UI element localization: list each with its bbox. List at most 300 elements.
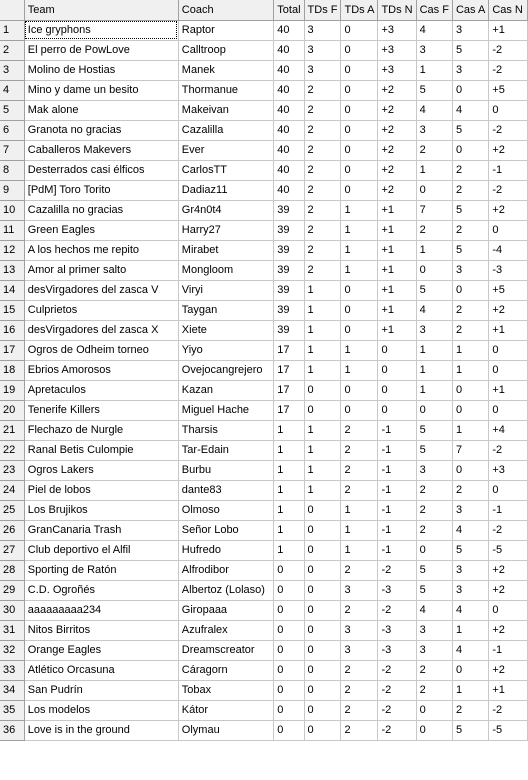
cell-row-number[interactable]: 6 bbox=[0, 120, 24, 140]
cell-tds-net[interactable]: -1 bbox=[378, 440, 416, 460]
cell-tds-against[interactable]: 1 bbox=[341, 500, 378, 520]
cell-cas-against[interactable]: 2 bbox=[452, 320, 488, 340]
cell-team[interactable]: Amor al primer salto bbox=[24, 260, 178, 280]
cell-tds-net[interactable]: +3 bbox=[378, 40, 416, 60]
cell-row-number[interactable]: 36 bbox=[0, 720, 24, 740]
cell-tds-for[interactable]: 2 bbox=[304, 220, 341, 240]
cell-total[interactable]: 40 bbox=[274, 120, 304, 140]
cell-coach[interactable]: Albertoz (Lolaso) bbox=[178, 580, 273, 600]
cell-cas-for[interactable]: 5 bbox=[416, 80, 452, 100]
cell-tds-for[interactable]: 0 bbox=[304, 620, 341, 640]
cell-tds-for[interactable]: 2 bbox=[304, 100, 341, 120]
cell-team[interactable]: Ice gryphons bbox=[24, 20, 178, 40]
cell-coach[interactable]: Cazalilla bbox=[178, 120, 273, 140]
cell-tds-for[interactable]: 0 bbox=[304, 660, 341, 680]
cell-total[interactable]: 40 bbox=[274, 60, 304, 80]
table-row[interactable] bbox=[0, 220, 528, 240]
cell-tds-for[interactable]: 2 bbox=[304, 140, 341, 160]
column-header-total[interactable]: Total bbox=[274, 0, 304, 20]
cell-cas-net[interactable]: 0 bbox=[489, 360, 528, 380]
cell-row-number[interactable]: 20 bbox=[0, 400, 24, 420]
cell-cas-net[interactable]: +2 bbox=[489, 620, 528, 640]
cell-team[interactable]: C.D. Ogroñés bbox=[24, 580, 178, 600]
cell-coach[interactable]: Makeivan bbox=[178, 100, 273, 120]
cell-tds-against[interactable]: 0 bbox=[341, 160, 378, 180]
cell-total[interactable]: 17 bbox=[274, 360, 304, 380]
cell-coach[interactable]: Alfrodibor bbox=[178, 560, 273, 580]
cell-tds-net[interactable]: +1 bbox=[378, 260, 416, 280]
cell-total[interactable]: 1 bbox=[274, 480, 304, 500]
cell-coach[interactable]: Olmoso bbox=[178, 500, 273, 520]
cell-cas-net[interactable]: +5 bbox=[489, 280, 528, 300]
cell-cas-net[interactable]: -2 bbox=[489, 120, 528, 140]
cell-coach[interactable]: Manek bbox=[178, 60, 273, 80]
cell-row-number[interactable]: 5 bbox=[0, 100, 24, 120]
cell-tds-against[interactable]: 3 bbox=[341, 620, 378, 640]
cell-coach[interactable]: Viryi bbox=[178, 280, 273, 300]
column-header-team[interactable]: Team bbox=[24, 0, 178, 20]
cell-team[interactable]: Ebrios Amorosos bbox=[24, 360, 178, 380]
cell-tds-net[interactable]: +1 bbox=[378, 300, 416, 320]
cell-tds-for[interactable]: 3 bbox=[304, 60, 341, 80]
cell-tds-against[interactable]: 0 bbox=[341, 300, 378, 320]
table-row[interactable] bbox=[0, 100, 528, 120]
cell-coach[interactable]: Dreamscreator bbox=[178, 640, 273, 660]
cell-tds-net[interactable]: -2 bbox=[378, 560, 416, 580]
cell-team[interactable]: Nitos Birritos bbox=[24, 620, 178, 640]
cell-total[interactable]: 17 bbox=[274, 340, 304, 360]
cell-cas-against[interactable]: 3 bbox=[452, 580, 488, 600]
cell-cas-for[interactable]: 3 bbox=[416, 640, 452, 660]
cell-tds-for[interactable]: 1 bbox=[304, 480, 341, 500]
cell-row-number[interactable]: 1 bbox=[0, 20, 24, 40]
cell-cas-net[interactable]: +1 bbox=[489, 380, 528, 400]
cell-cas-for[interactable]: 0 bbox=[416, 540, 452, 560]
table-row[interactable] bbox=[0, 360, 528, 380]
cell-coach[interactable]: Kazan bbox=[178, 380, 273, 400]
cell-tds-for[interactable]: 0 bbox=[304, 640, 341, 660]
cell-total[interactable]: 39 bbox=[274, 260, 304, 280]
table-row[interactable] bbox=[0, 460, 528, 480]
cell-tds-for[interactable]: 2 bbox=[304, 160, 341, 180]
cell-total[interactable]: 40 bbox=[274, 40, 304, 60]
cell-tds-against[interactable]: 2 bbox=[341, 460, 378, 480]
cell-cas-against[interactable]: 0 bbox=[452, 660, 488, 680]
cell-team[interactable]: Sporting de Ratón bbox=[24, 560, 178, 580]
cell-coach[interactable]: Mongloom bbox=[178, 260, 273, 280]
cell-cas-against[interactable]: 0 bbox=[452, 400, 488, 420]
cell-row-number[interactable]: 28 bbox=[0, 560, 24, 580]
cell-cas-net[interactable]: +2 bbox=[489, 560, 528, 580]
cell-total[interactable]: 1 bbox=[274, 540, 304, 560]
cell-cas-for[interactable]: 2 bbox=[416, 500, 452, 520]
table-row[interactable] bbox=[0, 240, 528, 260]
cell-team[interactable]: Love is in the ground bbox=[24, 720, 178, 740]
cell-coach[interactable]: Yiyo bbox=[178, 340, 273, 360]
cell-tds-against[interactable]: 0 bbox=[341, 60, 378, 80]
cell-tds-net[interactable]: -3 bbox=[378, 620, 416, 640]
column-header-tds-against[interactable]: TDs A bbox=[341, 0, 378, 20]
cell-tds-for[interactable]: 0 bbox=[304, 700, 341, 720]
cell-cas-for[interactable]: 4 bbox=[416, 600, 452, 620]
cell-team[interactable]: Club deportivo el Alfil bbox=[24, 540, 178, 560]
cell-team[interactable]: San Pudrín bbox=[24, 680, 178, 700]
cell-team[interactable]: GranCanaria Trash bbox=[24, 520, 178, 540]
cell-coach[interactable]: Olymau bbox=[178, 720, 273, 740]
cell-coach[interactable]: CarlosTT bbox=[178, 160, 273, 180]
cell-coach[interactable]: Gr4n0t4 bbox=[178, 200, 273, 220]
cell-total[interactable]: 17 bbox=[274, 400, 304, 420]
cell-coach[interactable]: Dadiaz11 bbox=[178, 180, 273, 200]
cell-tds-for[interactable]: 2 bbox=[304, 80, 341, 100]
cell-coach[interactable]: Burbu bbox=[178, 460, 273, 480]
cell-coach[interactable]: Miguel Hache bbox=[178, 400, 273, 420]
cell-tds-against[interactable]: 2 bbox=[341, 660, 378, 680]
cell-total[interactable]: 0 bbox=[274, 720, 304, 740]
cell-row-number[interactable]: 13 bbox=[0, 260, 24, 280]
cell-total[interactable]: 0 bbox=[274, 560, 304, 580]
table-row[interactable] bbox=[0, 300, 528, 320]
cell-tds-against[interactable]: 2 bbox=[341, 420, 378, 440]
cell-cas-net[interactable]: +2 bbox=[489, 660, 528, 680]
cell-tds-net[interactable]: -2 bbox=[378, 680, 416, 700]
cell-cas-against[interactable]: 0 bbox=[452, 380, 488, 400]
cell-row-number[interactable]: 19 bbox=[0, 380, 24, 400]
cell-tds-for[interactable]: 0 bbox=[304, 720, 341, 740]
cell-cas-against[interactable]: 3 bbox=[452, 260, 488, 280]
cell-tds-net[interactable]: -1 bbox=[378, 460, 416, 480]
cell-cas-net[interactable]: +5 bbox=[489, 80, 528, 100]
cell-total[interactable]: 39 bbox=[274, 320, 304, 340]
cell-total[interactable]: 39 bbox=[274, 220, 304, 240]
cell-coach[interactable]: Harry27 bbox=[178, 220, 273, 240]
cell-cas-net[interactable]: +2 bbox=[489, 300, 528, 320]
cell-cas-against[interactable]: 1 bbox=[452, 620, 488, 640]
column-header-cas-net[interactable]: Cas N bbox=[489, 0, 528, 20]
cell-cas-against[interactable]: 1 bbox=[452, 360, 488, 380]
cell-cas-net[interactable]: 0 bbox=[489, 220, 528, 240]
cell-tds-for[interactable]: 0 bbox=[304, 400, 341, 420]
cell-total[interactable]: 0 bbox=[274, 580, 304, 600]
cell-tds-net[interactable]: +2 bbox=[378, 120, 416, 140]
cell-cas-against[interactable]: 3 bbox=[452, 560, 488, 580]
cell-tds-for[interactable]: 2 bbox=[304, 200, 341, 220]
table-row[interactable] bbox=[0, 700, 528, 720]
cell-tds-for[interactable]: 0 bbox=[304, 540, 341, 560]
cell-cas-against[interactable]: 2 bbox=[452, 220, 488, 240]
cell-row-number[interactable]: 29 bbox=[0, 580, 24, 600]
cell-cas-for[interactable]: 4 bbox=[416, 20, 452, 40]
cell-cas-against[interactable]: 1 bbox=[452, 420, 488, 440]
cell-tds-net[interactable]: +1 bbox=[378, 240, 416, 260]
cell-cas-for[interactable]: 2 bbox=[416, 680, 452, 700]
cell-row-number[interactable]: 31 bbox=[0, 620, 24, 640]
cell-tds-for[interactable]: 1 bbox=[304, 420, 341, 440]
cell-cas-against[interactable]: 0 bbox=[452, 80, 488, 100]
cell-team[interactable]: [PdM] Toro Torito bbox=[24, 180, 178, 200]
cell-tds-net[interactable]: +2 bbox=[378, 180, 416, 200]
cell-team[interactable]: Flechazo de Nurgle bbox=[24, 420, 178, 440]
cell-tds-for[interactable]: 0 bbox=[304, 680, 341, 700]
cell-cas-for[interactable]: 5 bbox=[416, 280, 452, 300]
cell-team[interactable]: Ogros Lakers bbox=[24, 460, 178, 480]
table-row[interactable] bbox=[0, 720, 528, 740]
cell-tds-for[interactable]: 1 bbox=[304, 440, 341, 460]
cell-tds-for[interactable]: 1 bbox=[304, 320, 341, 340]
cell-cas-against[interactable]: 5 bbox=[452, 40, 488, 60]
cell-cas-net[interactable]: -2 bbox=[489, 700, 528, 720]
cell-tds-net[interactable]: -2 bbox=[378, 600, 416, 620]
cell-coach[interactable]: Azufralex bbox=[178, 620, 273, 640]
cell-tds-net[interactable]: +3 bbox=[378, 60, 416, 80]
cell-row-number[interactable]: 9 bbox=[0, 180, 24, 200]
cell-cas-for[interactable]: 1 bbox=[416, 380, 452, 400]
cell-cas-against[interactable]: 2 bbox=[452, 300, 488, 320]
cell-team[interactable]: Desterrados casi élficos bbox=[24, 160, 178, 180]
cell-tds-against[interactable]: 3 bbox=[341, 640, 378, 660]
cell-row-number[interactable]: 32 bbox=[0, 640, 24, 660]
cell-row-number[interactable]: 27 bbox=[0, 540, 24, 560]
cell-total[interactable]: 40 bbox=[274, 180, 304, 200]
cell-cas-net[interactable]: -4 bbox=[489, 240, 528, 260]
cell-tds-for[interactable]: 1 bbox=[304, 340, 341, 360]
cell-cas-net[interactable]: -5 bbox=[489, 540, 528, 560]
cell-team[interactable]: Apretaculos bbox=[24, 380, 178, 400]
cell-team[interactable]: Los Brujikos bbox=[24, 500, 178, 520]
cell-tds-against[interactable]: 1 bbox=[341, 240, 378, 260]
cell-row-number[interactable]: 3 bbox=[0, 60, 24, 80]
cell-team[interactable]: Ogros de Odheim torneo bbox=[24, 340, 178, 360]
cell-coach[interactable]: Tharsis bbox=[178, 420, 273, 440]
cell-cas-for[interactable]: 7 bbox=[416, 200, 452, 220]
cell-cas-for[interactable]: 3 bbox=[416, 120, 452, 140]
cell-cas-net[interactable]: -1 bbox=[489, 160, 528, 180]
cell-tds-for[interactable]: 2 bbox=[304, 120, 341, 140]
cell-coach[interactable]: Calltroop bbox=[178, 40, 273, 60]
cell-row-number[interactable]: 10 bbox=[0, 200, 24, 220]
table-row[interactable] bbox=[0, 180, 528, 200]
cell-cas-for[interactable]: 1 bbox=[416, 240, 452, 260]
cell-tds-for[interactable]: 1 bbox=[304, 360, 341, 380]
cell-row-number[interactable]: 23 bbox=[0, 460, 24, 480]
cell-tds-against[interactable]: 2 bbox=[341, 480, 378, 500]
cell-tds-for[interactable]: 0 bbox=[304, 380, 341, 400]
cell-tds-against[interactable]: 0 bbox=[341, 180, 378, 200]
cell-cas-net[interactable]: +2 bbox=[489, 140, 528, 160]
cell-tds-for[interactable]: 0 bbox=[304, 580, 341, 600]
cell-cas-against[interactable]: 2 bbox=[452, 480, 488, 500]
cell-tds-against[interactable]: 0 bbox=[341, 40, 378, 60]
table-row[interactable] bbox=[0, 20, 528, 40]
cell-cas-against[interactable]: 0 bbox=[452, 460, 488, 480]
column-header-row-number[interactable] bbox=[0, 0, 24, 20]
cell-tds-net[interactable]: -1 bbox=[378, 520, 416, 540]
table-row[interactable] bbox=[0, 340, 528, 360]
cell-tds-for[interactable]: 1 bbox=[304, 460, 341, 480]
cell-cas-against[interactable]: 5 bbox=[452, 240, 488, 260]
cell-cas-against[interactable]: 3 bbox=[452, 20, 488, 40]
table-row[interactable] bbox=[0, 620, 528, 640]
cell-team[interactable]: Orange Eagles bbox=[24, 640, 178, 660]
cell-cas-against[interactable]: 4 bbox=[452, 520, 488, 540]
cell-tds-for[interactable]: 0 bbox=[304, 520, 341, 540]
cell-cas-for[interactable]: 0 bbox=[416, 720, 452, 740]
cell-tds-against[interactable]: 2 bbox=[341, 720, 378, 740]
cell-team[interactable]: Los modelos bbox=[24, 700, 178, 720]
cell-total[interactable]: 40 bbox=[274, 20, 304, 40]
cell-cas-net[interactable]: +3 bbox=[489, 460, 528, 480]
cell-tds-net[interactable]: -1 bbox=[378, 420, 416, 440]
cell-tds-against[interactable]: 0 bbox=[341, 380, 378, 400]
cell-cas-against[interactable]: 4 bbox=[452, 100, 488, 120]
cell-coach[interactable]: Tar-Edain bbox=[178, 440, 273, 460]
cell-row-number[interactable]: 15 bbox=[0, 300, 24, 320]
cell-tds-net[interactable]: -3 bbox=[378, 640, 416, 660]
cell-coach[interactable]: Xiete bbox=[178, 320, 273, 340]
cell-cas-net[interactable]: -2 bbox=[489, 520, 528, 540]
cell-cas-against[interactable]: 1 bbox=[452, 680, 488, 700]
cell-cas-against[interactable]: 5 bbox=[452, 120, 488, 140]
cell-cas-against[interactable]: 2 bbox=[452, 160, 488, 180]
cell-total[interactable]: 39 bbox=[274, 200, 304, 220]
cell-tds-net[interactable]: 0 bbox=[378, 360, 416, 380]
cell-tds-against[interactable]: 1 bbox=[341, 360, 378, 380]
cell-team[interactable]: Cazalilla no gracias bbox=[24, 200, 178, 220]
cell-row-number[interactable]: 8 bbox=[0, 160, 24, 180]
cell-total[interactable]: 39 bbox=[274, 240, 304, 260]
cell-coach[interactable]: Mirabet bbox=[178, 240, 273, 260]
cell-tds-for[interactable]: 0 bbox=[304, 600, 341, 620]
cell-tds-against[interactable]: 0 bbox=[341, 100, 378, 120]
cell-cas-against[interactable]: 3 bbox=[452, 500, 488, 520]
table-row[interactable] bbox=[0, 120, 528, 140]
cell-tds-for[interactable]: 2 bbox=[304, 180, 341, 200]
cell-cas-against[interactable]: 5 bbox=[452, 200, 488, 220]
cell-total[interactable]: 0 bbox=[274, 600, 304, 620]
table-row[interactable] bbox=[0, 160, 528, 180]
column-header-tds-net[interactable]: TDs N bbox=[378, 0, 416, 20]
cell-team[interactable]: Mino y dame un besito bbox=[24, 80, 178, 100]
cell-tds-for[interactable]: 0 bbox=[304, 560, 341, 580]
cell-tds-for[interactable]: 2 bbox=[304, 240, 341, 260]
cell-row-number[interactable]: 22 bbox=[0, 440, 24, 460]
cell-team[interactable]: A los hechos me repito bbox=[24, 240, 178, 260]
cell-cas-against[interactable]: 2 bbox=[452, 180, 488, 200]
cell-total[interactable]: 1 bbox=[274, 440, 304, 460]
cell-total[interactable]: 39 bbox=[274, 280, 304, 300]
cell-row-number[interactable]: 11 bbox=[0, 220, 24, 240]
cell-team[interactable]: Mak alone bbox=[24, 100, 178, 120]
table-row[interactable] bbox=[0, 320, 528, 340]
table-row[interactable] bbox=[0, 400, 528, 420]
cell-cas-for[interactable]: 2 bbox=[416, 140, 452, 160]
cell-cas-against[interactable]: 5 bbox=[452, 540, 488, 560]
cell-tds-for[interactable]: 3 bbox=[304, 20, 341, 40]
cell-row-number[interactable]: 26 bbox=[0, 520, 24, 540]
cell-cas-against[interactable]: 2 bbox=[452, 700, 488, 720]
cell-cas-net[interactable]: 0 bbox=[489, 100, 528, 120]
cell-cas-for[interactable]: 3 bbox=[416, 320, 452, 340]
cell-tds-net[interactable]: 0 bbox=[378, 380, 416, 400]
cell-row-number[interactable]: 16 bbox=[0, 320, 24, 340]
cell-tds-net[interactable]: +1 bbox=[378, 320, 416, 340]
cell-cas-against[interactable]: 7 bbox=[452, 440, 488, 460]
cell-coach[interactable]: Cáragorn bbox=[178, 660, 273, 680]
cell-team[interactable]: Culprietos bbox=[24, 300, 178, 320]
cell-total[interactable]: 1 bbox=[274, 500, 304, 520]
table-row[interactable] bbox=[0, 140, 528, 160]
cell-tds-for[interactable]: 3 bbox=[304, 40, 341, 60]
cell-tds-net[interactable]: +1 bbox=[378, 220, 416, 240]
cell-tds-net[interactable]: +1 bbox=[378, 200, 416, 220]
cell-coach[interactable]: Señor Lobo bbox=[178, 520, 273, 540]
table-row[interactable] bbox=[0, 440, 528, 460]
cell-coach[interactable]: Raptor bbox=[178, 20, 273, 40]
cell-tds-net[interactable]: +2 bbox=[378, 100, 416, 120]
cell-cas-net[interactable]: +1 bbox=[489, 680, 528, 700]
cell-tds-net[interactable]: +2 bbox=[378, 80, 416, 100]
cell-cas-net[interactable]: -5 bbox=[489, 720, 528, 740]
cell-cas-against[interactable]: 1 bbox=[452, 340, 488, 360]
table-row[interactable] bbox=[0, 200, 528, 220]
cell-cas-for[interactable]: 0 bbox=[416, 700, 452, 720]
cell-team[interactable]: Piel de lobos bbox=[24, 480, 178, 500]
cell-team[interactable]: Molino de Hostias bbox=[24, 60, 178, 80]
cell-tds-for[interactable]: 0 bbox=[304, 500, 341, 520]
cell-row-number[interactable]: 4 bbox=[0, 80, 24, 100]
column-header-cas-for[interactable]: Cas F bbox=[416, 0, 452, 20]
table-row[interactable] bbox=[0, 540, 528, 560]
cell-row-number[interactable]: 14 bbox=[0, 280, 24, 300]
table-row[interactable] bbox=[0, 600, 528, 620]
cell-total[interactable]: 40 bbox=[274, 140, 304, 160]
cell-tds-net[interactable]: -1 bbox=[378, 480, 416, 500]
table-row[interactable] bbox=[0, 580, 528, 600]
cell-total[interactable]: 39 bbox=[274, 300, 304, 320]
cell-tds-against[interactable]: 2 bbox=[341, 700, 378, 720]
cell-cas-net[interactable]: -2 bbox=[489, 60, 528, 80]
cell-total[interactable]: 1 bbox=[274, 460, 304, 480]
cell-cas-net[interactable]: 0 bbox=[489, 480, 528, 500]
cell-cas-net[interactable]: +4 bbox=[489, 420, 528, 440]
table-row[interactable] bbox=[0, 480, 528, 500]
cell-coach[interactable]: Taygan bbox=[178, 300, 273, 320]
table-row[interactable] bbox=[0, 660, 528, 680]
cell-cas-net[interactable]: 0 bbox=[489, 400, 528, 420]
cell-coach[interactable]: Ovejocangrejero bbox=[178, 360, 273, 380]
cell-tds-against[interactable]: 1 bbox=[341, 520, 378, 540]
cell-total[interactable]: 40 bbox=[274, 160, 304, 180]
cell-cas-net[interactable]: -2 bbox=[489, 180, 528, 200]
cell-cas-for[interactable]: 3 bbox=[416, 40, 452, 60]
cell-cas-for[interactable]: 4 bbox=[416, 100, 452, 120]
cell-row-number[interactable]: 33 bbox=[0, 660, 24, 680]
table-row[interactable] bbox=[0, 560, 528, 580]
table-row[interactable] bbox=[0, 640, 528, 660]
cell-row-number[interactable]: 12 bbox=[0, 240, 24, 260]
cell-tds-against[interactable]: 1 bbox=[341, 220, 378, 240]
cell-cas-for[interactable]: 5 bbox=[416, 440, 452, 460]
cell-row-number[interactable]: 2 bbox=[0, 40, 24, 60]
cell-coach[interactable]: dante83 bbox=[178, 480, 273, 500]
cell-team[interactable]: El perro de PowLove bbox=[24, 40, 178, 60]
cell-tds-against[interactable]: 1 bbox=[341, 260, 378, 280]
cell-cas-for[interactable]: 5 bbox=[416, 560, 452, 580]
cell-cas-for[interactable]: 2 bbox=[416, 520, 452, 540]
cell-cas-for[interactable]: 2 bbox=[416, 480, 452, 500]
cell-tds-against[interactable]: 0 bbox=[341, 280, 378, 300]
cell-tds-net[interactable]: -2 bbox=[378, 660, 416, 680]
